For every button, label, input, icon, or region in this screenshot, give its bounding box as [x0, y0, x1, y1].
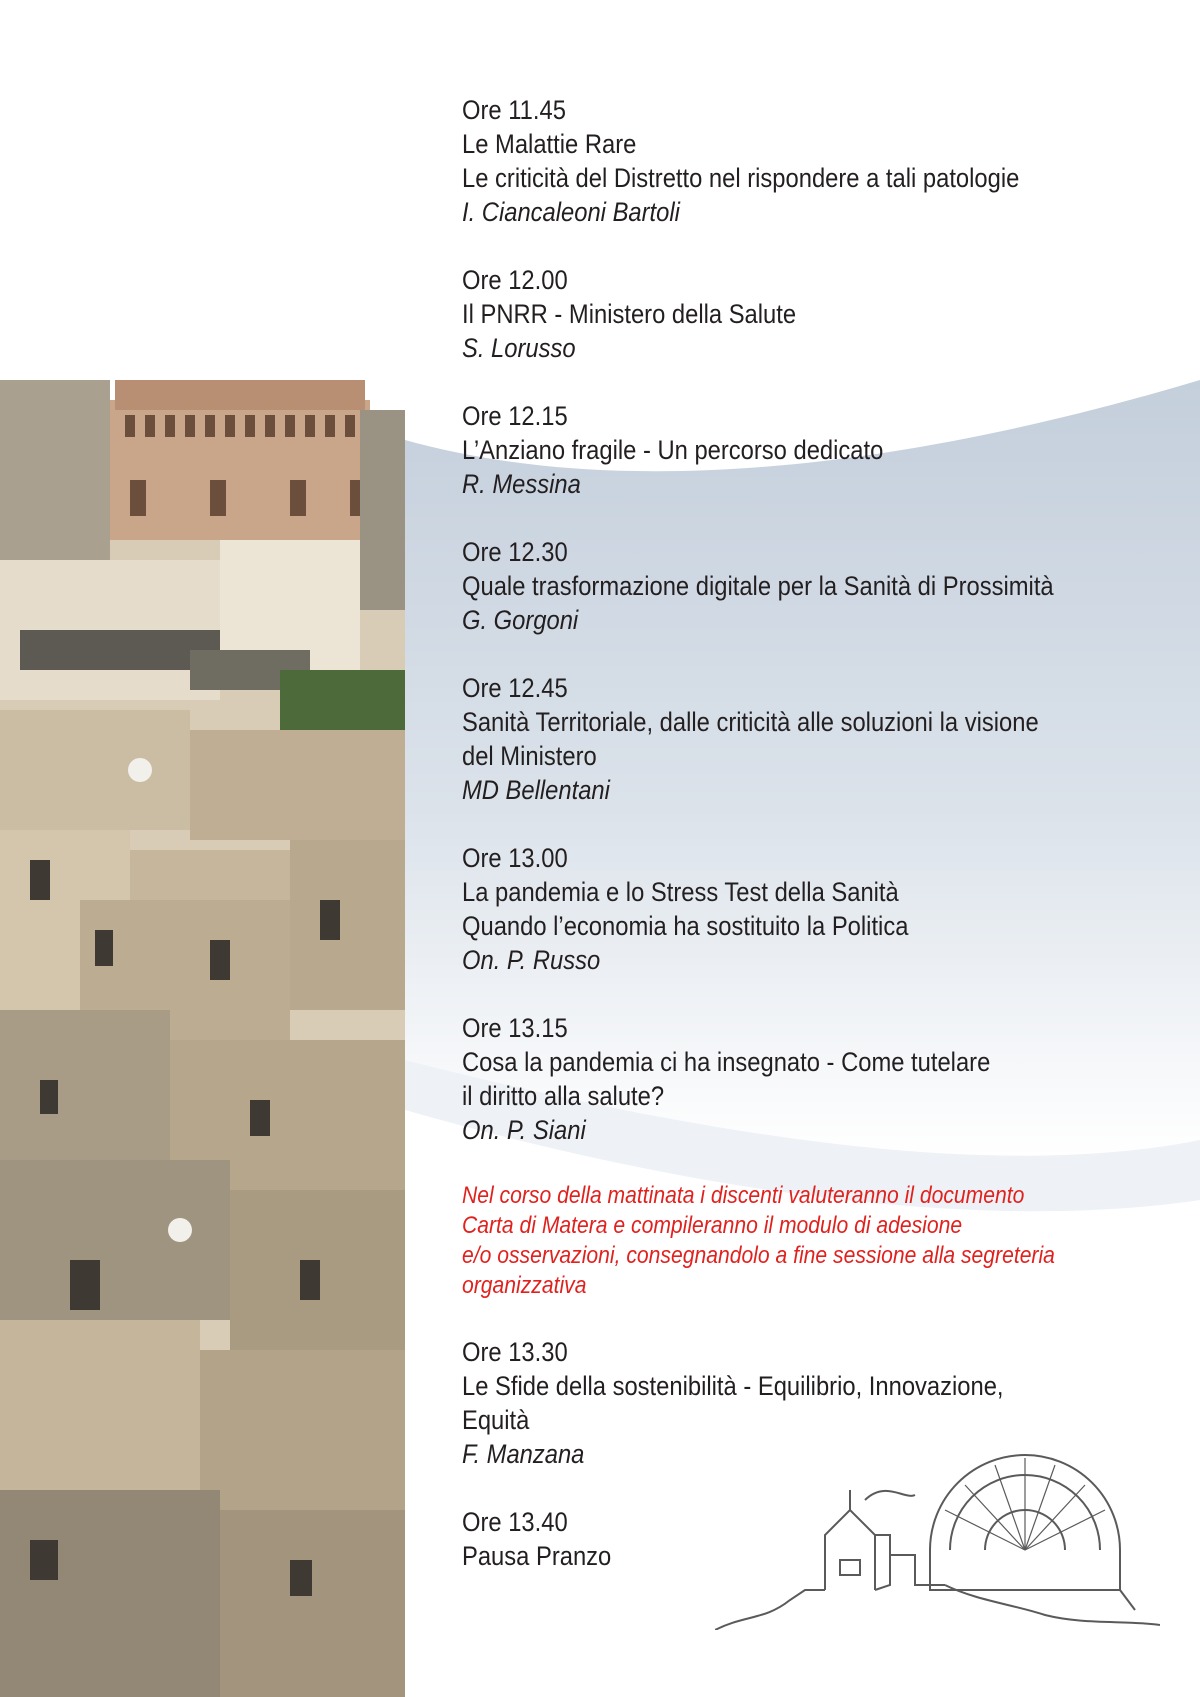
note-line: Nel corso della mattinata i discenti valuteranno il documento — [462, 1182, 1025, 1209]
session-time: Ore 12.30 — [462, 537, 568, 567]
session-time: Ore 13.00 — [462, 843, 568, 873]
session-title: il diritto alla salute? — [462, 1081, 665, 1111]
session-speaker: S. Lorusso — [462, 333, 576, 363]
session-1200 — [462, 263, 1069, 365]
session-speaker: F. Manzana — [462, 1439, 585, 1469]
note-line: organizzativa — [462, 1272, 587, 1299]
note-line: e/o osservazioni, consegnandolo a fine sessione alla segreteria — [462, 1242, 1055, 1269]
church-rose-window-logo — [715, 1440, 1160, 1630]
session-time: Ore 13.40 — [462, 1507, 568, 1537]
session-speaker: I. Ciancaleoni Bartoli — [462, 197, 680, 227]
session-title: Quando l’economia ha sostituito la Politica — [462, 911, 909, 941]
session-title: Il PNRR - Ministero della Salute — [462, 299, 797, 329]
session-title: Le criticità del Distretto nel rispondere a tali patologie — [462, 163, 1020, 193]
red-note — [462, 1181, 1069, 1301]
session-1230 — [462, 535, 1069, 637]
note-line: Carta di Matera e compileranno il modulo di adesione — [462, 1212, 963, 1239]
session-title: Cosa la pandemia ci ha insegnato - Come tutelare — [462, 1047, 991, 1077]
session-speaker: MD Bellentani — [462, 775, 610, 805]
session-1215 — [462, 399, 1069, 501]
session-1245 — [462, 671, 1069, 807]
session-time: Ore 13.15 — [462, 1013, 568, 1043]
session-title: L’Anziano fragile - Un percorso dedicato — [462, 435, 884, 465]
session-time: Ore 12.00 — [462, 265, 568, 295]
session-title: Equità — [462, 1405, 530, 1435]
session-speaker: On. P. Russo — [462, 945, 601, 975]
program-schedule — [462, 93, 1069, 1607]
session-speaker: On. P. Siani — [462, 1115, 586, 1145]
session-time: Ore 12.15 — [462, 401, 568, 431]
session-1315 — [462, 1011, 1069, 1147]
session-time: Ore 13.30 — [462, 1337, 568, 1367]
session-1145 — [462, 93, 1069, 229]
session-title: La pandemia e lo Stress Test della Sanità — [462, 877, 899, 907]
session-title: del Ministero — [462, 741, 597, 771]
session-speaker: G. Gorgoni — [462, 605, 579, 635]
session-title: Quale trasformazione digitale per la Sanità di Prossimità — [462, 571, 1054, 601]
session-title: Le Malattie Rare — [462, 129, 637, 159]
session-title: Sanità Territoriale, dalle criticità alle soluzioni la visione — [462, 707, 1039, 737]
session-time: Ore 11.45 — [462, 95, 566, 125]
session-title: Le Sfide della sostenibilità - Equilibrio, Innovazione, — [462, 1371, 1004, 1401]
session-title: Pausa Pranzo — [462, 1541, 612, 1571]
session-1300 — [462, 841, 1069, 977]
matera-city-photo — [0, 380, 405, 1697]
session-speaker: R. Messina — [462, 469, 581, 499]
session-time: Ore 12.45 — [462, 673, 568, 703]
